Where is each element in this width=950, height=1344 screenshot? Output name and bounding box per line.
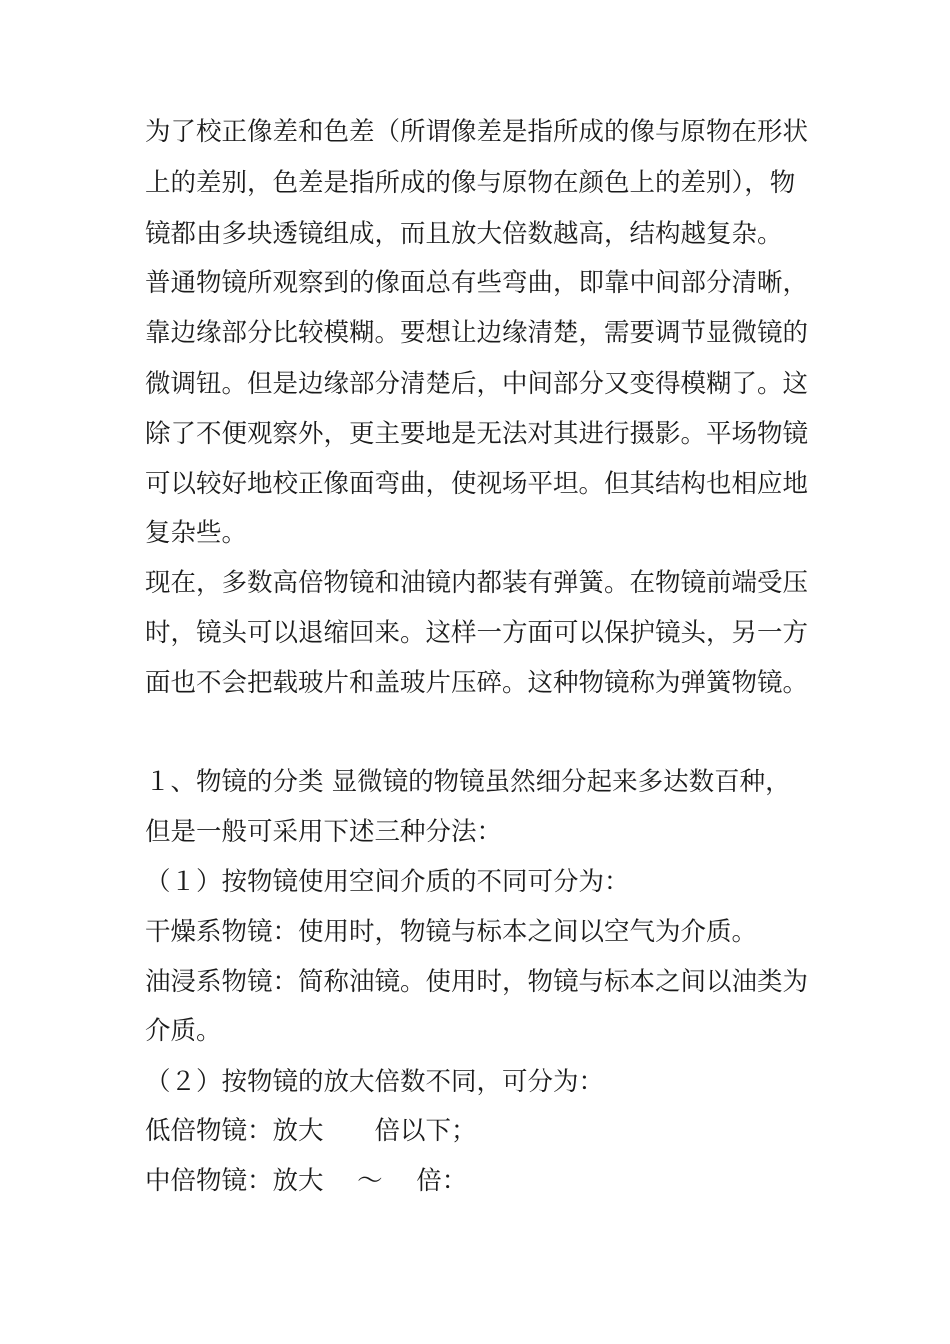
text-line: 低倍物镜：放大 倍以下； [145,1116,477,1146]
subsection-heading: （２）按物镜的放大倍数不同，可分为： [145,1067,605,1097]
text-line: 油浸系物镜：简称油镜。使用时，物镜与标本之间以油类为 [145,967,809,997]
text-line: 可以较好地校正像面弯曲，使视场平坦。但其结构也相应地 [145,469,809,499]
text-line: 除了不便观察外，更主要地是无法对其进行摄影。平场物镜 [145,419,809,449]
text-line: 微调钮。但是边缘部分清楚后，中间部分又变得模糊了。这 [145,369,809,399]
text-line: 但是一般可采用下述三种分法： [145,817,503,847]
section-heading: １、物镜的分类 显微镜的物镜虽然细分起来多达数百种， [145,767,791,797]
text-line: 面也不会把载玻片和盖玻片压碎。这种物镜称为弹簧物镜。 [145,668,809,698]
text-line: 干燥系物镜：使用时，物镜与标本之间以空气为介质。 [145,917,758,947]
text-line: 普通物镜所观察到的像面总有些弯曲，即靠中间部分清晰， [145,268,809,298]
text-line: 复杂些。 [145,518,248,548]
text-line: 中倍物镜：放大 ～ 倍： [145,1166,468,1196]
text-line: 时，镜头可以退缩回来。这样一方面可以保护镜头，另一方 [145,618,809,648]
subsection-heading: （１）按物镜使用空间介质的不同可分为： [145,867,630,897]
text-line: 为了校正像差和色差（所谓像差是指所成的像与原物在形状 [145,117,809,147]
text-line: 上的差别，色差是指所成的像与原物在颜色上的差别），物 [145,168,796,198]
text-line: 靠边缘部分比较模糊。要想让边缘清楚，需要调节显微镜的 [145,318,809,348]
text-line: 介质。 [145,1016,222,1046]
text-line: 现在，多数高倍物镜和油镜内都装有弹簧。在物镜前端受压 [145,568,809,598]
text-line: 镜都由多块透镜组成，而且放大倍数越高，结构越复杂。 [145,219,783,249]
